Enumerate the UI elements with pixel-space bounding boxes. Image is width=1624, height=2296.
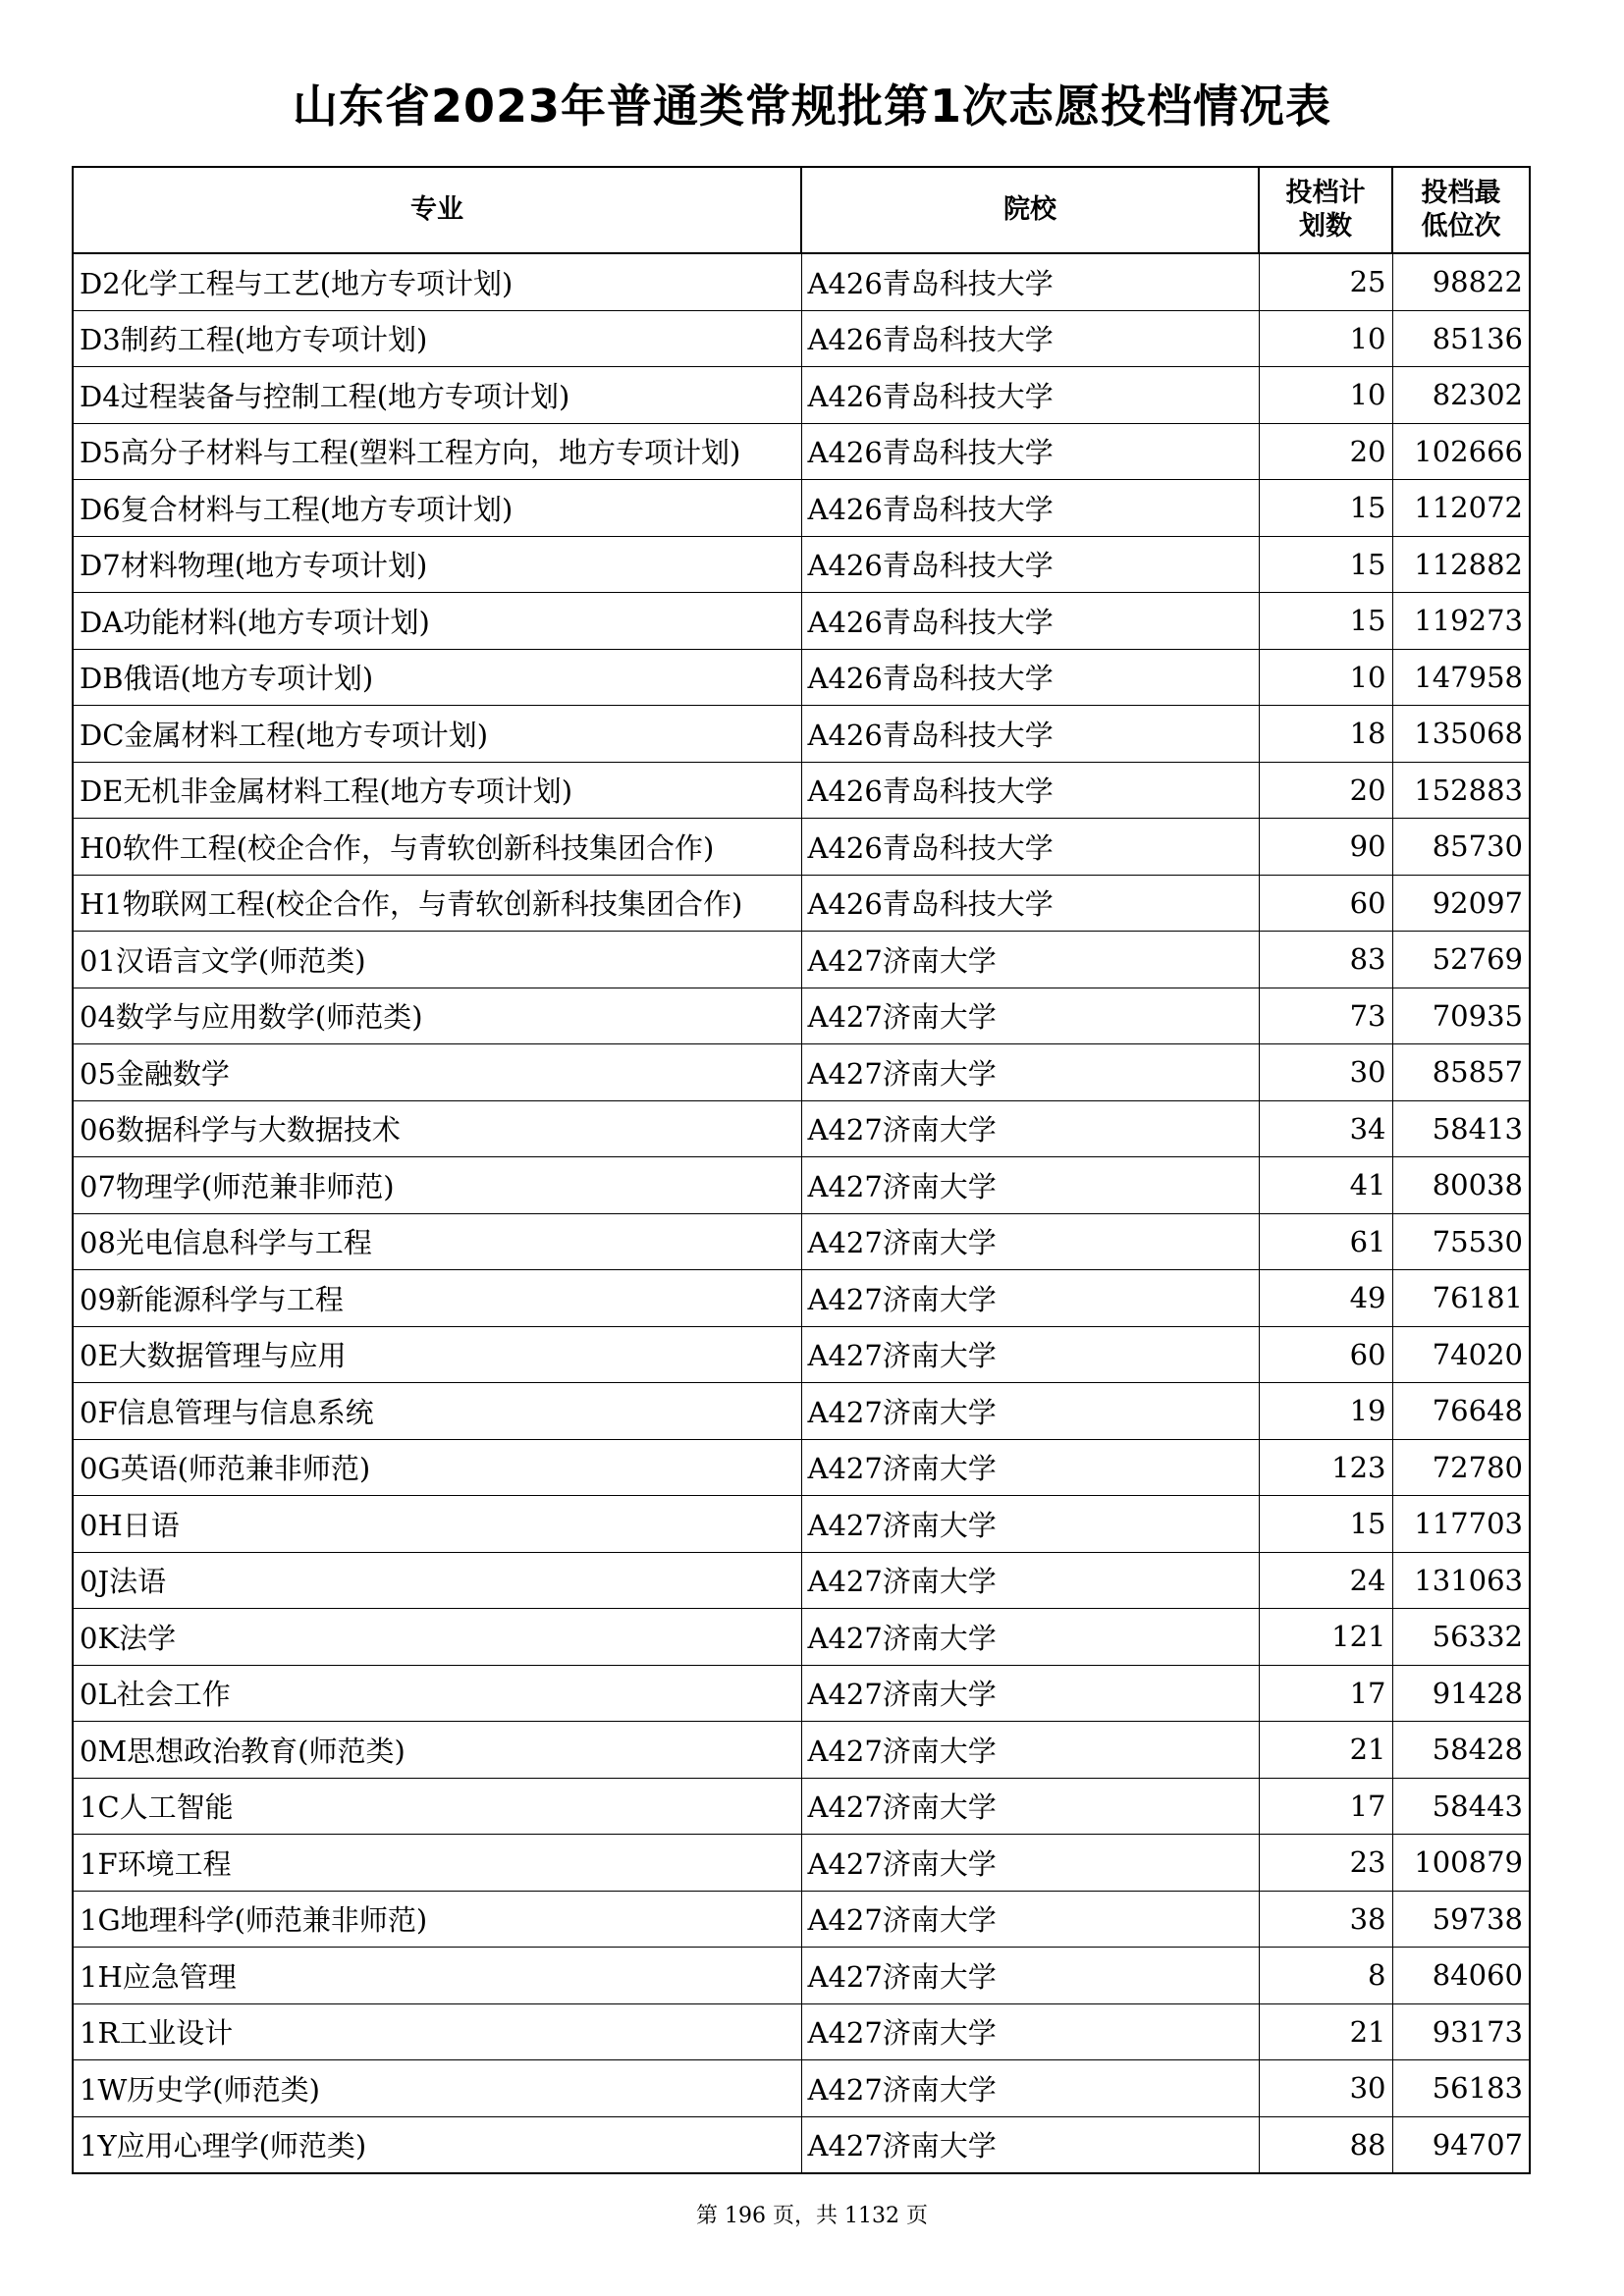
cell-school: A427济南大学 [801,1270,1259,1327]
cell-plan: 41 [1259,1157,1392,1214]
table-row [73,1213,1530,1270]
cell-school: A426青岛科技大学 [801,367,1259,424]
cell-major: 07物理学(师范兼非师范) [73,1157,801,1214]
cell-school: A427济南大学 [801,1213,1259,1270]
cell-plan: 121 [1259,1609,1392,1666]
cell-plan: 15 [1259,480,1392,537]
cell-plan: 15 [1259,1496,1392,1553]
cell-plan: 19 [1259,1383,1392,1440]
cell-school: A427济南大学 [801,1496,1259,1553]
cell-plan: 24 [1259,1552,1392,1609]
header-major: 专业 [73,167,801,253]
cell-plan: 30 [1259,2060,1392,2117]
table-row [73,1383,1530,1440]
header-rank [1392,167,1530,253]
cell-school: A427济南大学 [801,988,1259,1044]
cell-school: A426青岛科技大学 [801,480,1259,537]
cell-plan: 38 [1259,1891,1392,1948]
table-row [73,423,1530,480]
table-row [73,875,1530,932]
table-row [73,819,1530,876]
table-row [73,367,1530,424]
cell-rank: 100879 [1392,1835,1530,1892]
cell-school: A427济南大学 [801,1383,1259,1440]
table-row [73,1948,1530,2004]
cell-school: A427济南大学 [801,2116,1259,2173]
cell-rank: 82302 [1392,367,1530,424]
cell-major: 0F信息管理与信息系统 [73,1383,801,1440]
cell-major: D2化学工程与工艺(地方专项计划) [73,253,801,310]
cell-major: DE无机非金属材料工程(地方专项计划) [73,762,801,819]
cell-major: D4过程装备与控制工程(地方专项计划) [73,367,801,424]
cell-plan: 83 [1259,932,1392,988]
cell-plan: 10 [1259,310,1392,367]
table-row [73,762,1530,819]
cell-plan: 25 [1259,253,1392,310]
cell-school: A426青岛科技大学 [801,762,1259,819]
cell-plan: 17 [1259,1778,1392,1835]
cell-plan: 8 [1259,1948,1392,2004]
cell-plan: 23 [1259,1835,1392,1892]
cell-school: A427济南大学 [801,1891,1259,1948]
table-row [73,1835,1530,1892]
table-row [73,1100,1530,1157]
cell-plan: 15 [1259,593,1392,650]
cell-school: A427济南大学 [801,1948,1259,2004]
table-row [73,2116,1530,2173]
cell-major: H0软件工程(校企合作，与青软创新科技集团合作) [73,819,801,876]
cell-plan: 60 [1259,875,1392,932]
cell-major: 0E大数据管理与应用 [73,1326,801,1383]
cell-major: 06数据科学与大数据技术 [73,1100,801,1157]
cell-rank: 94707 [1392,2116,1530,2173]
cell-rank: 58428 [1392,1722,1530,1779]
cell-major: DC金属材料工程(地方专项计划) [73,706,801,763]
cell-rank: 117703 [1392,1496,1530,1553]
cell-major: 1R工业设计 [73,2003,801,2060]
cell-school: A426青岛科技大学 [801,649,1259,706]
cell-major: D7材料物理(地方专项计划) [73,536,801,593]
cell-major: D6复合材料与工程(地方专项计划) [73,480,801,537]
table-row [73,1326,1530,1383]
cell-major: 01汉语言文学(师范类) [73,932,801,988]
header-school: 院校 [801,167,1259,253]
cell-plan: 17 [1259,1665,1392,1722]
cell-rank: 98822 [1392,253,1530,310]
table-row [73,1722,1530,1779]
cell-major: 0H日语 [73,1496,801,1553]
cell-rank: 75530 [1392,1213,1530,1270]
cell-school: A427济南大学 [801,1609,1259,1666]
cell-major: 09新能源科学与工程 [73,1270,801,1327]
cell-rank: 74020 [1392,1326,1530,1383]
table-row [73,480,1530,537]
cell-rank: 135068 [1392,706,1530,763]
cell-plan: 49 [1259,1270,1392,1327]
table-row [73,1665,1530,1722]
cell-major: 1G地理科学(师范兼非师范) [73,1891,801,1948]
admission-table [72,166,1531,2174]
table-row [73,536,1530,593]
cell-school: A427济南大学 [801,1326,1259,1383]
cell-rank: 119273 [1392,593,1530,650]
cell-rank: 52769 [1392,932,1530,988]
table-row [73,593,1530,650]
cell-plan: 73 [1259,988,1392,1044]
cell-rank: 92097 [1392,875,1530,932]
cell-school: A427济南大学 [801,932,1259,988]
table-row [73,1552,1530,1609]
table-row [73,1439,1530,1496]
cell-school: A426青岛科技大学 [801,253,1259,310]
cell-plan: 21 [1259,2003,1392,2060]
cell-major: 1F环境工程 [73,1835,801,1892]
cell-rank: 59738 [1392,1891,1530,1948]
cell-rank: 131063 [1392,1552,1530,1609]
header-rank-label: 投档最低位次 [1421,178,1501,241]
cell-major: 1C人工智能 [73,1778,801,1835]
table-row [73,1891,1530,1948]
cell-major: DA功能材料(地方专项计划) [73,593,801,650]
cell-major: 1Y应用心理学(师范类) [73,2116,801,2173]
cell-major: 0G英语(师范兼非师范) [73,1439,801,1496]
cell-plan: 20 [1259,762,1392,819]
cell-major: D3制药工程(地方专项计划) [73,310,801,367]
cell-major: 04数学与应用数学(师范类) [73,988,801,1044]
cell-major: H1物联网工程(校企合作，与青软创新科技集团合作) [73,875,801,932]
cell-plan: 10 [1259,649,1392,706]
cell-school: A427济南大学 [801,1157,1259,1214]
cell-school: A427济南大学 [801,1044,1259,1101]
cell-school: A427济南大学 [801,1778,1259,1835]
cell-rank: 147958 [1392,649,1530,706]
table-header-row [73,167,1530,253]
cell-rank: 80038 [1392,1157,1530,1214]
cell-plan: 15 [1259,536,1392,593]
cell-rank: 102666 [1392,423,1530,480]
cell-school: A426青岛科技大学 [801,310,1259,367]
cell-major: D5高分子材料与工程(塑料工程方向，地方专项计划) [73,423,801,480]
table-row [73,706,1530,763]
cell-plan: 30 [1259,1044,1392,1101]
cell-plan: 90 [1259,819,1392,876]
table-row [73,932,1530,988]
table-row [73,649,1530,706]
cell-rank: 76648 [1392,1383,1530,1440]
cell-plan: 10 [1259,367,1392,424]
cell-rank: 112882 [1392,536,1530,593]
cell-major: 1W历史学(师范类) [73,2060,801,2117]
cell-rank: 84060 [1392,1948,1530,2004]
cell-rank: 58443 [1392,1778,1530,1835]
table-row [73,253,1530,310]
cell-school: A427济南大学 [801,1552,1259,1609]
table-body [73,253,1530,2173]
cell-major: 0K法学 [73,1609,801,1666]
cell-school: A426青岛科技大学 [801,423,1259,480]
table-row [73,1270,1530,1327]
cell-school: A427济南大学 [801,2060,1259,2117]
cell-major: 05金融数学 [73,1044,801,1101]
cell-major: 0J法语 [73,1552,801,1609]
table-row [73,2060,1530,2117]
table-row [73,310,1530,367]
cell-rank: 85730 [1392,819,1530,876]
table-row [73,1044,1530,1101]
cell-school: A427济南大学 [801,1665,1259,1722]
cell-plan: 21 [1259,1722,1392,1779]
cell-rank: 72780 [1392,1439,1530,1496]
header-plan-label: 投档计划数 [1285,178,1366,241]
cell-rank: 91428 [1392,1665,1530,1722]
table-row [73,1778,1530,1835]
table-row [73,1496,1530,1553]
cell-school: A426青岛科技大学 [801,875,1259,932]
page-title: 山东省2023年普通类常规批第1次志愿投档情况表 [292,80,1332,133]
cell-plan: 34 [1259,1100,1392,1157]
cell-rank: 56332 [1392,1609,1530,1666]
cell-rank: 58413 [1392,1100,1530,1157]
cell-school: A427济南大学 [801,1100,1259,1157]
cell-rank: 93173 [1392,2003,1530,2060]
cell-rank: 70935 [1392,988,1530,1044]
table-row [73,1609,1530,1666]
cell-rank: 112072 [1392,480,1530,537]
cell-school: A427济南大学 [801,1439,1259,1496]
cell-plan: 60 [1259,1326,1392,1383]
table-row [73,988,1530,1044]
cell-school: A426青岛科技大学 [801,536,1259,593]
cell-plan: 18 [1259,706,1392,763]
cell-school: A426青岛科技大学 [801,819,1259,876]
cell-plan: 61 [1259,1213,1392,1270]
cell-rank: 76181 [1392,1270,1530,1327]
cell-plan: 123 [1259,1439,1392,1496]
cell-major: 08光电信息科学与工程 [73,1213,801,1270]
cell-school: A427济南大学 [801,2003,1259,2060]
cell-rank: 85136 [1392,310,1530,367]
page-footer: 第 196 页，共 1132 页 [696,2204,928,2228]
cell-plan: 88 [1259,2116,1392,2173]
cell-major: 0L社会工作 [73,1665,801,1722]
cell-rank: 152883 [1392,762,1530,819]
cell-school: A427济南大学 [801,1835,1259,1892]
cell-school: A426青岛科技大学 [801,706,1259,763]
cell-major: 1H应急管理 [73,1948,801,2004]
table-row [73,2003,1530,2060]
header-plan [1259,167,1392,253]
cell-plan: 20 [1259,423,1392,480]
cell-school: A426青岛科技大学 [801,593,1259,650]
cell-major: 0M思想政治教育(师范类) [73,1722,801,1779]
table-row [73,1157,1530,1214]
cell-school: A427济南大学 [801,1722,1259,1779]
cell-major: DB俄语(地方专项计划) [73,649,801,706]
cell-rank: 56183 [1392,2060,1530,2117]
cell-rank: 85857 [1392,1044,1530,1101]
